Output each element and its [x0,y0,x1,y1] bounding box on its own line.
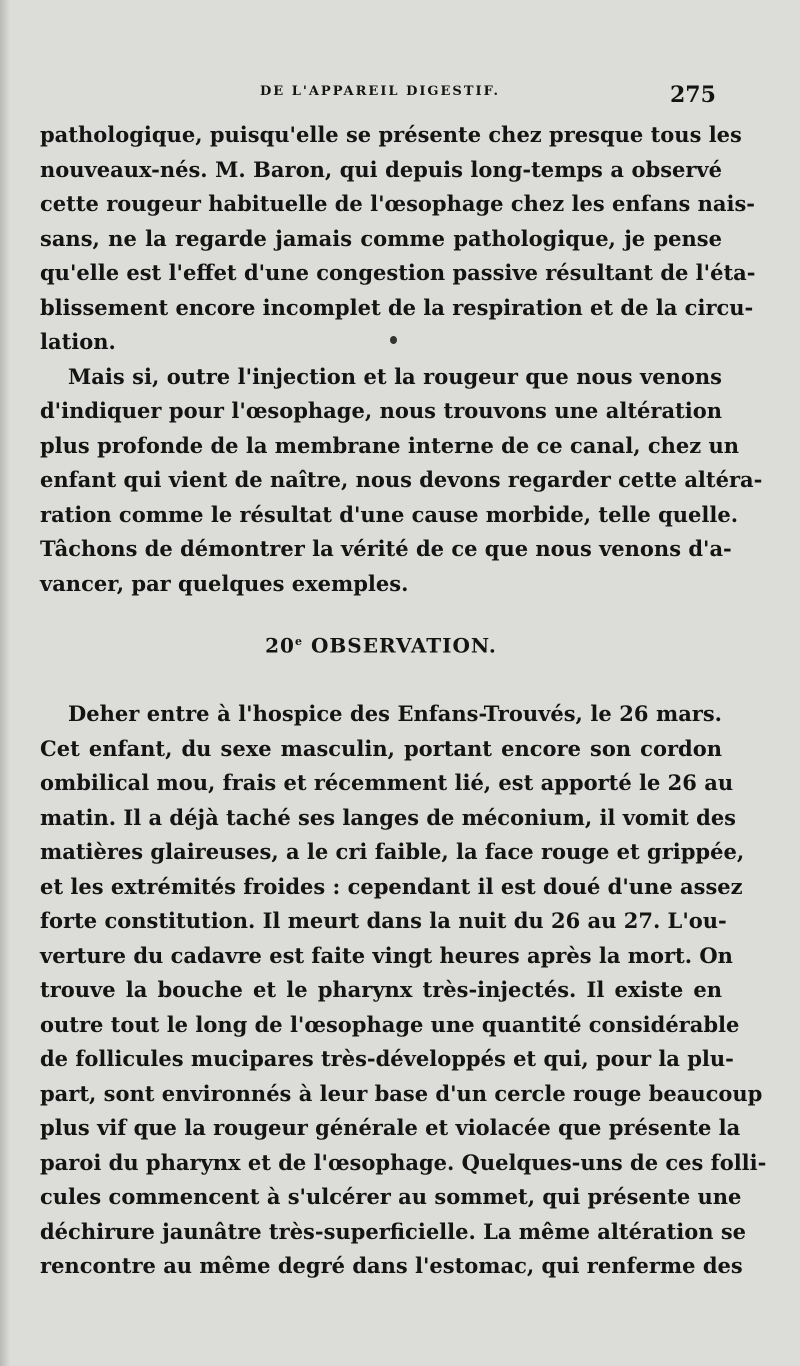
running-title: DE L'APPAREIL DIGESTIF. [260,84,501,99]
observation-ordinal: e [294,635,303,648]
text-line: verture du cadavre est faite vingt heures après la mort. On [40,942,733,968]
text-line: plus vif que la rougeur générale et violacée que présente la [40,1115,741,1140]
text-line: rencontre au même degré dans l'estomac, qui renferme des [40,1253,743,1278]
text-line: forte constitution. Il meurt dans la nuit du 26 au 27. L'ou- [40,908,727,933]
observation-heading [40,601,722,677]
text-line: blissement encore incomplet de la respiration et de la circu- [40,294,754,320]
observation-title: OBSERVATION. [310,633,497,658]
text-line: de follicules mucipares très-développés et qui, pour la plu- [40,1046,734,1071]
text-line: nouveaux-nés. M. Baron, qui depuis long-temps a observé [40,156,722,182]
text-line: matières glaireuses, a le cri faible, la face rouge et grippée, [40,839,745,864]
text-line: enfant qui vient de naître, nous devons regarder cette altéra- [40,467,763,492]
text-line: outre tout le long de l'œsophage une quantité considérable [40,1011,740,1037]
text-line: cules commencent à s'ulcérer au sommet, qui présente une [40,1184,742,1209]
running-head [0,84,800,114]
text-line: sans, ne la regarde jamais comme pathologique, je pense [40,225,722,251]
text-line: d'indiquer pour l'œsophage, nous trouvons une altération [40,398,722,423]
text-line: pathologique, puisqu'elle se présente chez presque tous les [40,122,742,147]
text-line: part, sont environnés à leur base d'un cercle rouge beaucoup [40,1080,763,1106]
text-line: Tâchons de démontrer la vérité de ce que nous venons d'a- [40,536,732,561]
text-line: et les extrémités froides : cependant il est doué d'une assez [40,873,743,899]
text-line: Cet enfant, du sexe masculin, portant encore son cordon [40,735,722,761]
text-line: Deher entre à l'hospice des Enfans-Trouvés, le 26 mars. [68,701,722,726]
text-line: ombilical mou, frais et récemment lié, est apporté le 26 au [40,770,734,795]
ink-speck [390,336,397,344]
text-line: trouve la bouche et le pharynx très-injectés. Il existe en [40,977,722,1002]
body-text [40,118,767,1284]
text-line: matin. Il a déjà taché ses langes de méconium, il vomit des [40,804,737,830]
text-line: qu'elle est l'effet d'une congestion passive résultant de l'éta- [40,260,756,285]
text-line: cette rougeur habituelle de l'œsophage chez les enfans nais- [40,191,756,216]
text-line: Mais si, outre l'injection et la rougeur que nous venons [68,363,722,389]
text-line: vancer, par quelques exemples. [40,570,409,596]
text-line: paroi du pharynx et de l'œsophage. Quelques-uns de ces folli- [40,1149,767,1175]
observation-number: 20 [265,633,295,658]
page-number: 275 [670,82,716,108]
text-line: plus profonde de la membrane interne de ce canal, chez un [40,432,740,458]
text-line: déchirure jaunâtre très-superficielle. La même altération se [40,1218,747,1244]
text-line: lation. [40,329,116,354]
text-line: ration comme le résultat d'une cause morbide, telle quelle. [40,501,739,527]
